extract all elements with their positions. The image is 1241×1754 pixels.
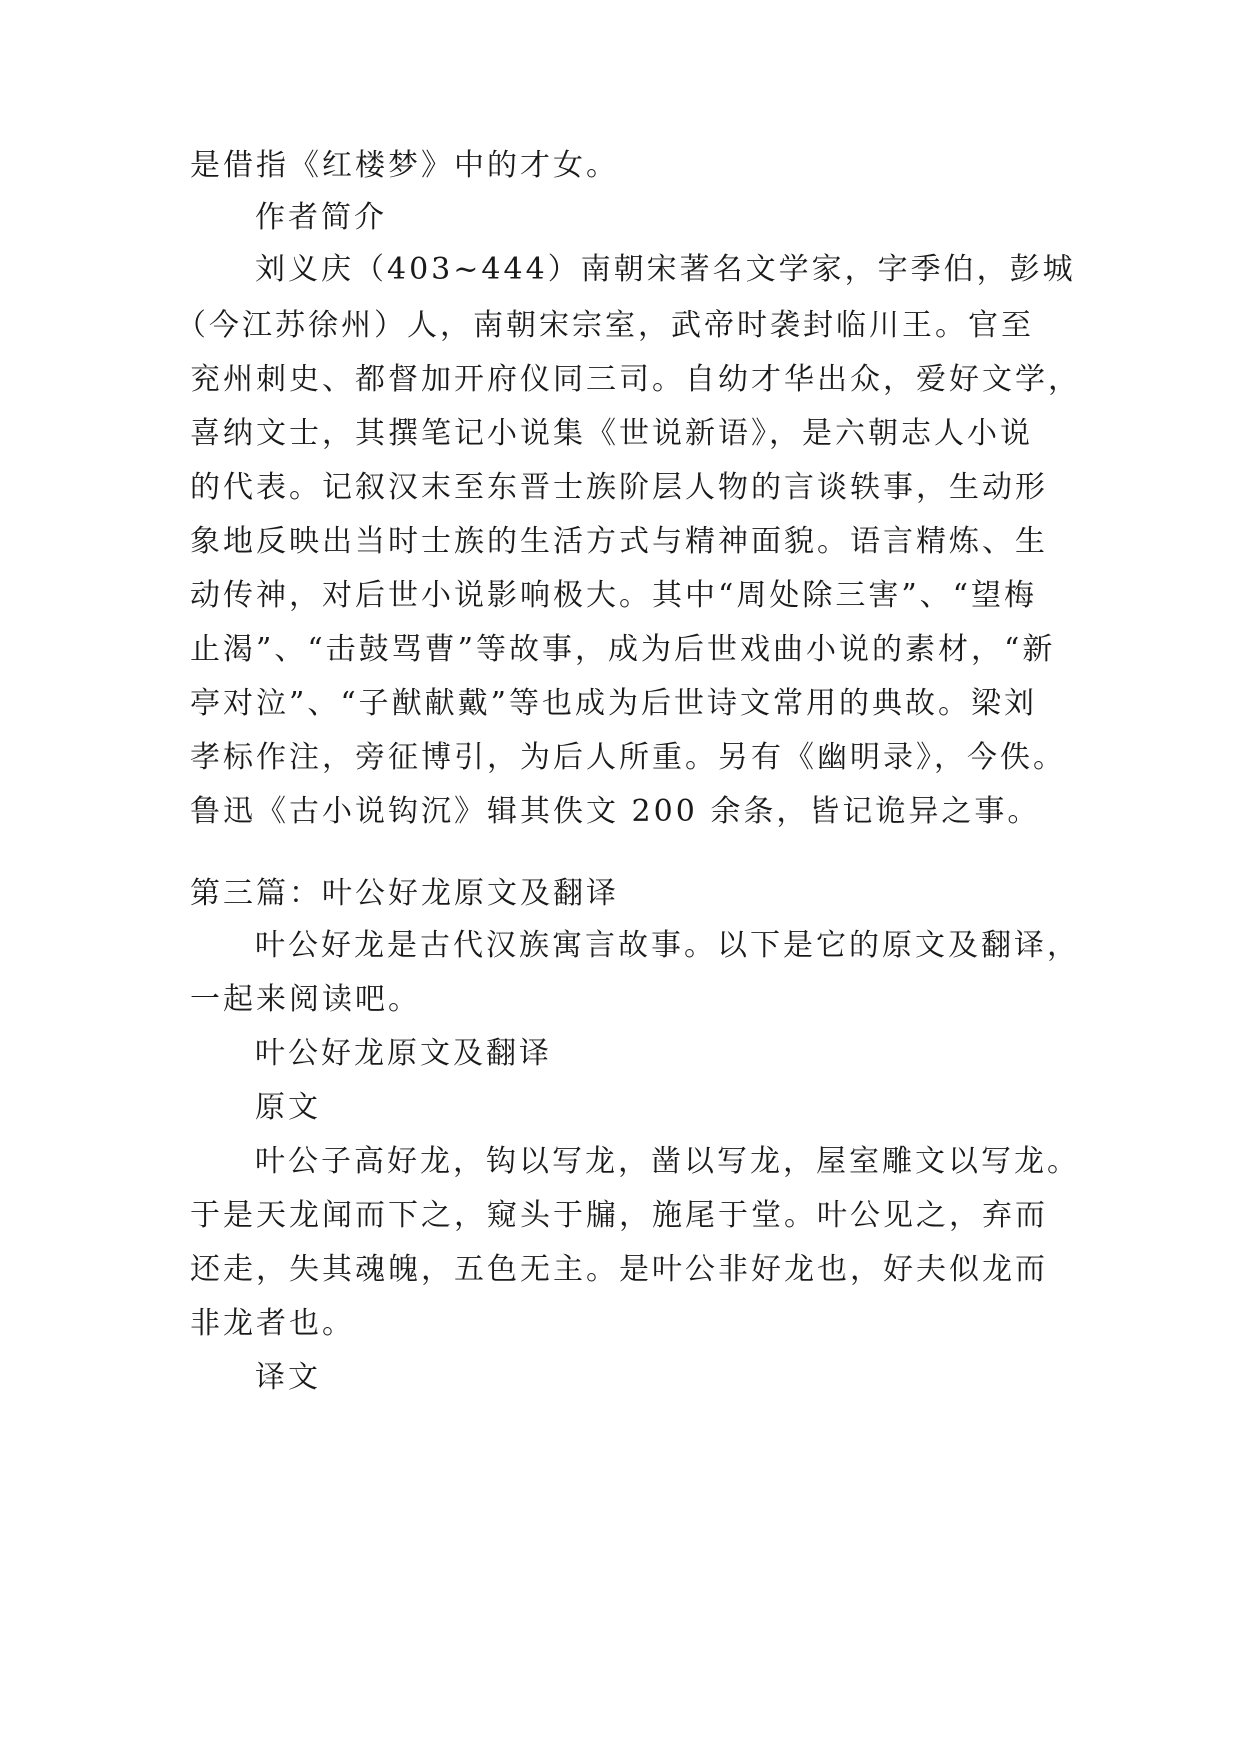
intro-line: 一起来阅读吧。 xyxy=(190,982,421,1017)
section-title: 第三篇：叶公好龙原文及翻译 xyxy=(190,876,619,911)
author-bio-line: 象地反映出当时士族的生活方式与精神面貌。语言精炼、生 xyxy=(190,524,1048,559)
original-text-line: 非龙者也。 xyxy=(190,1306,355,1341)
author-bio-line: 刘义庆（403~444）南朝宋著名文学家，字季伯，彭城 xyxy=(255,252,1076,287)
translation-heading: 译文 xyxy=(255,1360,321,1395)
author-heading: 作者简介 xyxy=(255,200,387,235)
paragraph-continuation-line: 是借指《红楼梦》中的才女。 xyxy=(190,148,619,183)
author-bio-line: 动传神，对后世小说影响极大。其中“周处除三害”、“望梅 xyxy=(190,578,1038,613)
author-bio-line: 亭对泣”、“子猷献戴”等也成为后世诗文常用的典故。梁刘 xyxy=(190,686,1038,721)
author-bio-line: 喜纳文士，其撰笔记小说集《世说新语》，是六朝志人小说 xyxy=(190,416,1033,451)
intro-line: 叶公好龙是古代汉族寓言故事。以下是它的原文及翻译， xyxy=(255,928,1080,963)
original-heading: 原文 xyxy=(255,1090,321,1125)
author-bio-line: 孝标作注，旁征博引，为后人所重。另有《幽明录》，今佚。 xyxy=(190,740,1066,775)
original-text-line: 叶公子高好龙，钩以写龙，凿以写龙，屋室雕文以写龙。 xyxy=(255,1144,1080,1179)
author-bio-line: （今江苏徐州）人，南朝宋宗室，武帝时袭封临川王。官至 xyxy=(176,308,1034,343)
subtitle: 叶公好龙原文及翻译 xyxy=(255,1036,552,1071)
author-bio-line: 兖州刺史、都督加开府仪同三司。自幼才华出众，爱好文学， xyxy=(190,362,1081,397)
original-text-line: 于是天龙闻而下之，窥头于牖，施尾于堂。叶公见之，弃而 xyxy=(190,1198,1048,1233)
author-bio-line: 鲁迅《古小说钩沉》辑其佚文 200 余条，皆记诡异之事。 xyxy=(190,794,1041,829)
author-bio-line: 的代表。记叙汉末至东晋士族阶层人物的言谈轶事，生动形 xyxy=(190,470,1048,505)
original-text-line: 还走，失其魂魄，五色无主。是叶公非好龙也，好夫似龙而 xyxy=(190,1252,1048,1287)
author-bio-line: 止渴”、“击鼓骂曹”等故事，成为后世戏曲小说的素材，“新 xyxy=(190,632,1056,667)
